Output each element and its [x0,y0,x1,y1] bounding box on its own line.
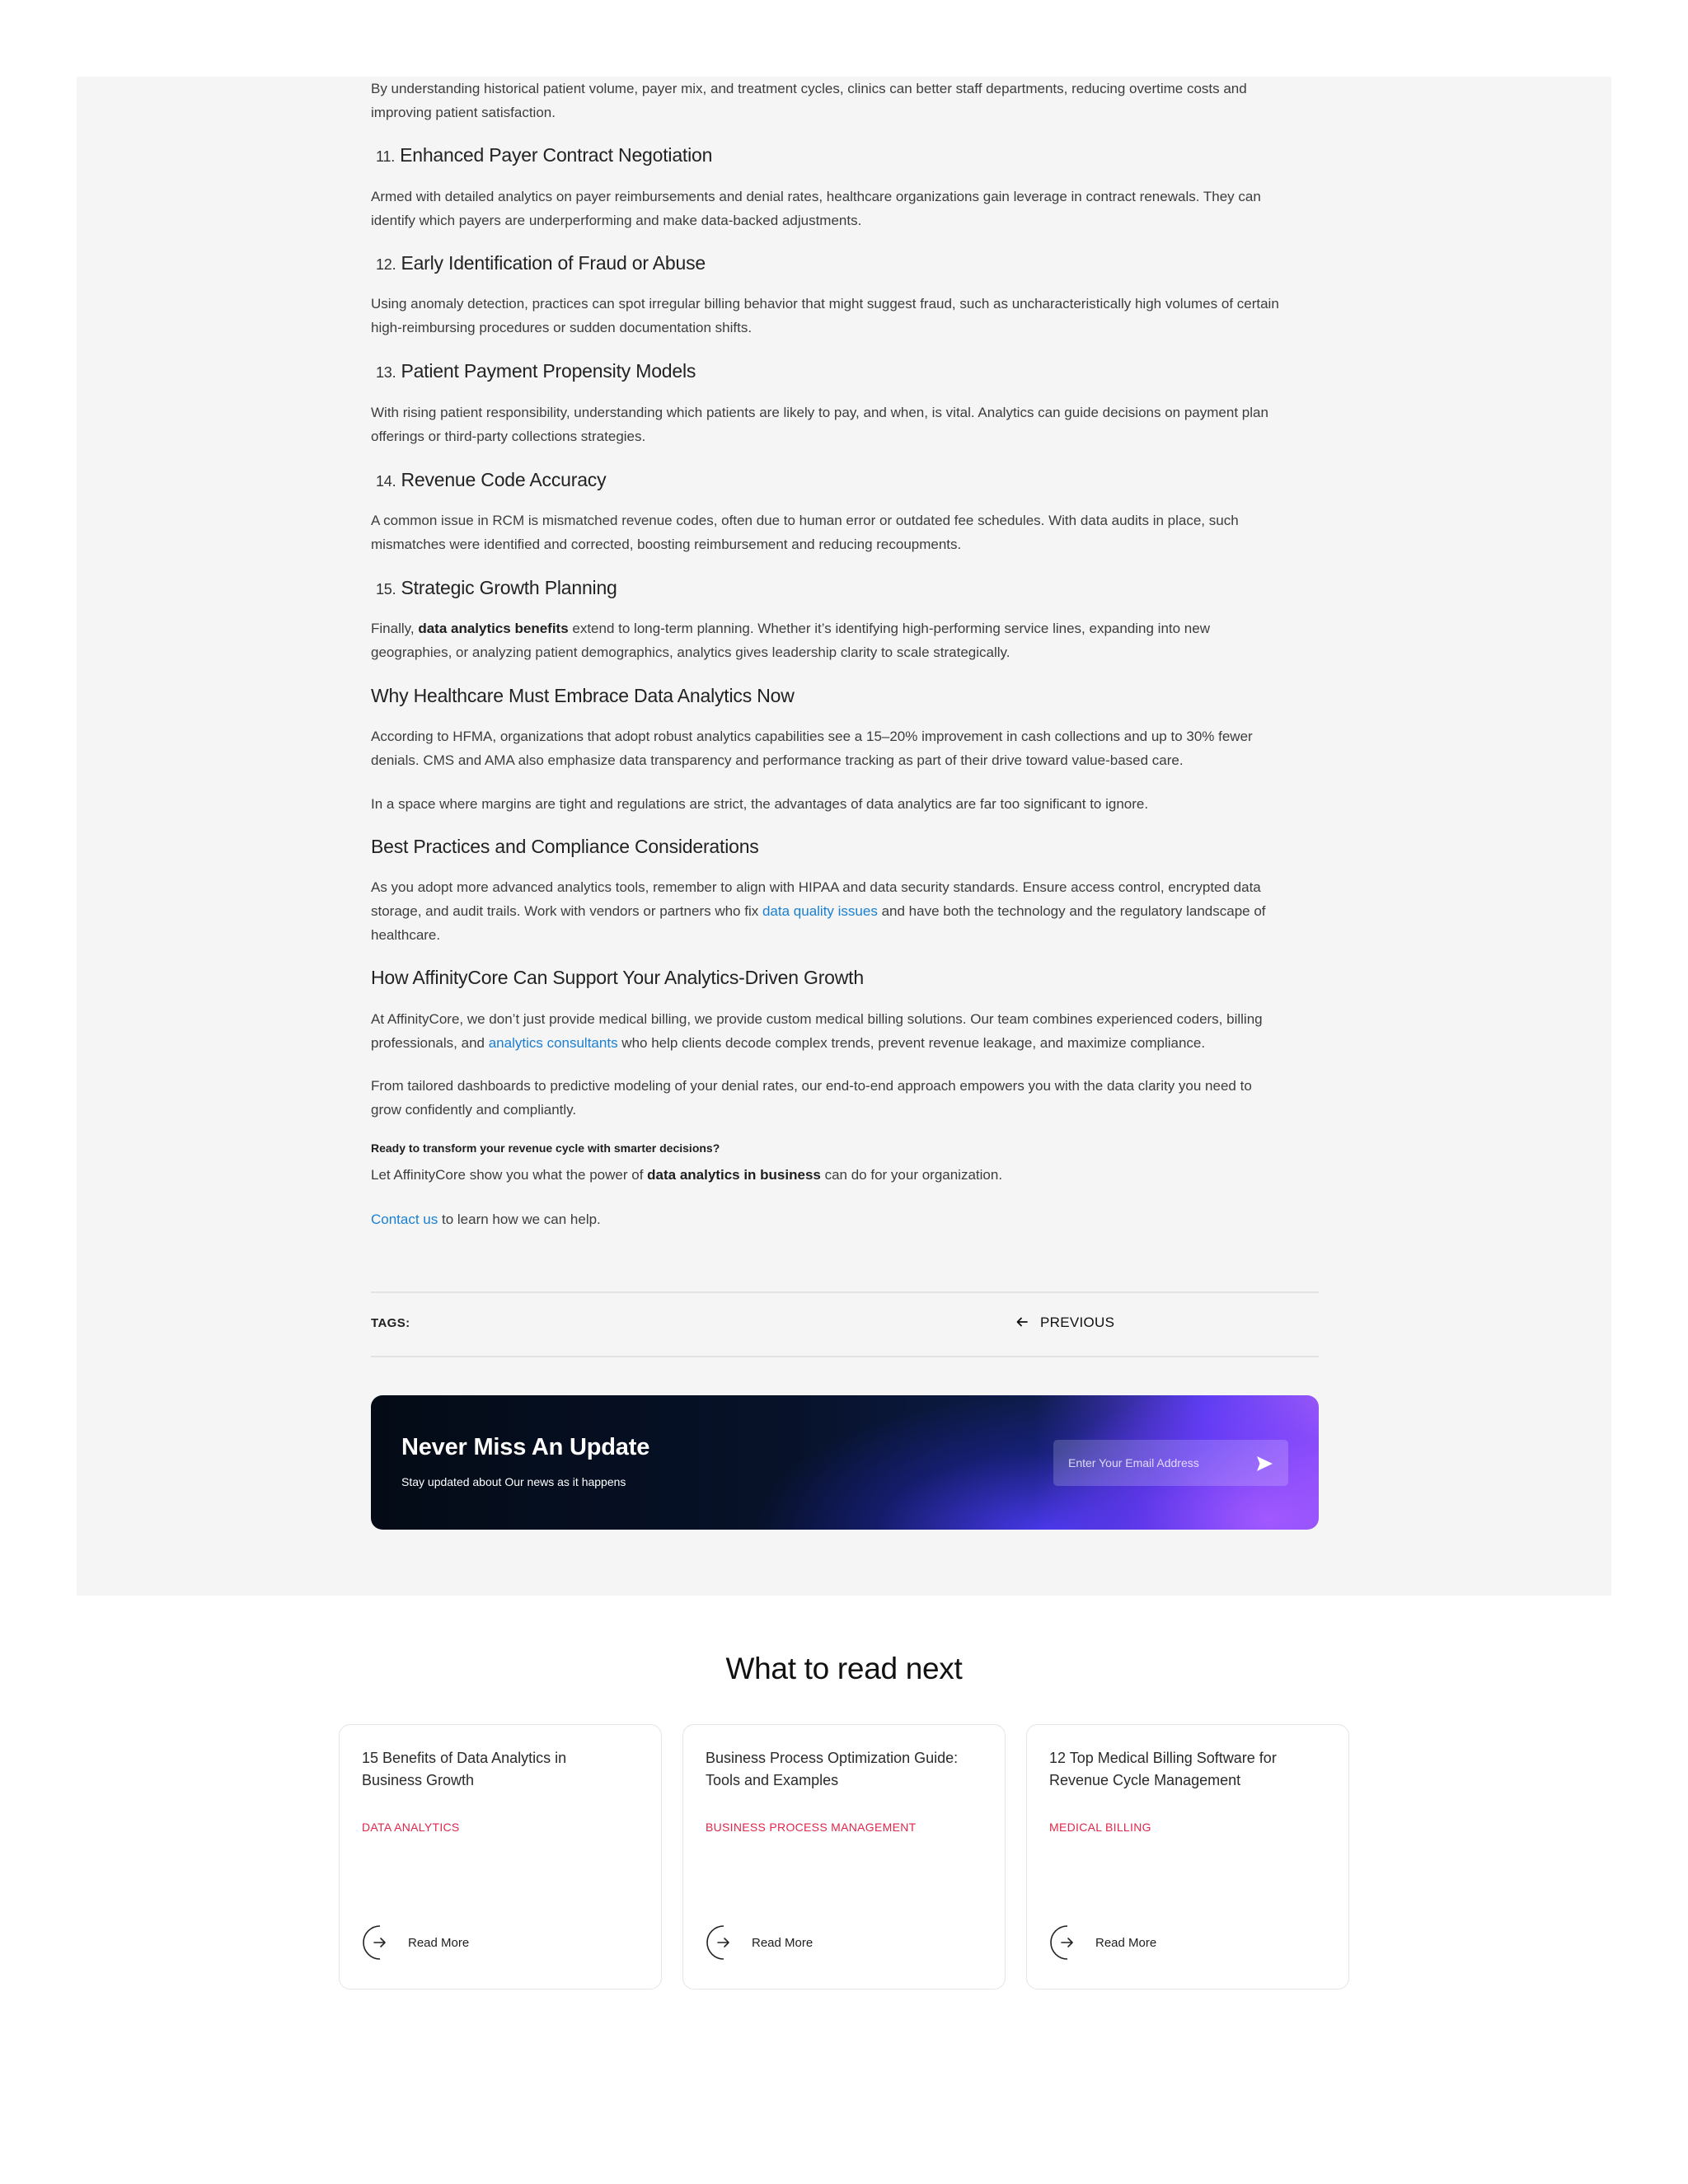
section-heading-14 [371,467,1319,494]
why-paragraph-2: In a space where margins are tight and regulations are strict, the advantages of data analytics are far too significant to ignore. [371,796,1149,812]
newsletter-email-input[interactable] [1053,1440,1288,1486]
card-category[interactable]: BUSINESS PROCESS MANAGEMENT [706,1821,917,1834]
section-number: 12. [376,256,396,273]
text-run: who help clients decode complex trends, prevent revenue leakage, and maximize compliance. [617,1035,1206,1051]
text-run: can do for your organization. [820,1167,1003,1183]
text-run: storage, and audit trails. Work with vendors or partners who fix [371,903,762,919]
section-paragraph-13 [371,401,1319,448]
section-paragraph-11 [371,185,1319,232]
paragraph-line: mismatches were identified and corrected, boosting reimbursement and reducing recoupments. [371,537,962,552]
arrow-left-icon [1015,1315,1029,1331]
paragraph-line: Armed with detailed analytics on payer reimbursements and denial rates, healthcare organizations gain leverage in contract renewals. They can [371,189,1261,204]
paragraph-line: geographies, or analyzing patient demographics, analytics gives leadership clarity to scale strategically. [371,644,1010,660]
cta-bold-line: Ready to transform your revenue cycle with smarter decisions? [371,1141,720,1155]
divider-bottom [371,1356,1319,1357]
read-next-card[interactable] [339,1724,662,1990]
arrow-right-circle-icon [1049,1924,1085,1961]
read-more-link[interactable] [362,1924,469,1961]
card-title[interactable]: Business Process Optimization Guide: Tools and Examples [706,1750,959,1788]
paragraph-line: high-reimbursing procedures or sudden documentation shifts. [371,320,753,335]
read-next-card[interactable] [1026,1724,1349,1990]
section-heading-12 [371,251,1319,277]
paragraph-line: According to HFMA, organizations that adopt robust analytics capabilities see a 15–20% improvement in cash collections and up to 30% fewer [371,729,1253,744]
paragraph-line: With rising patient responsibility, understanding which patients are likely to pay, and when, is vital. Analytics can guide decisions on payment plan [371,405,1268,420]
read-more-link[interactable] [706,1924,813,1961]
contact-paragraph [371,1207,1319,1231]
send-icon[interactable] [1255,1455,1273,1473]
cta-paragraph [371,1163,1319,1187]
card-category[interactable]: DATA ANALYTICS [362,1821,460,1834]
divider-top [371,1291,1319,1293]
section-number: 13. [376,364,396,381]
how-paragraph-1 [371,1007,1319,1055]
data-quality-issues-link[interactable]: data quality issues [762,903,878,919]
paragraph-line: grow confidently and compliantly. [371,1102,577,1118]
previous-label: PREVIOUS [1040,1315,1115,1330]
text-run: Finally, [371,621,419,636]
section-heading-13 [371,359,1319,385]
read-more-label: Read More [1095,1935,1157,1950]
best-practices-paragraph [371,875,1319,947]
section-title: Early Identification of Fraud or Abuse [401,252,706,274]
section-title: Revenue Code Accuracy [401,469,607,490]
tags-label: TAGS: [371,1316,410,1330]
intro-paragraph [371,77,1319,124]
paragraph-line: At AffinityCore, we don’t just provide medical billing, we provide custom medical billing solutions. Our team combines experienced coders, billing [371,1011,1263,1027]
section-paragraph-14 [371,509,1319,556]
section-heading-15 [371,575,1319,602]
bold-text: data analytics in business [647,1167,821,1183]
paragraph-line: offerings or third-party collections strategies. [371,429,646,444]
text-run: and have both the technology and the regulatory landscape of [877,903,1266,919]
card-category[interactable]: MEDICAL BILLING [1049,1821,1151,1834]
section-title: Patient Payment Propensity Models [401,360,696,382]
section-number: 15. [376,581,396,598]
section-number: 11. [376,148,396,165]
paragraph-line: identify which payers are underperforming and make data-backed adjustments. [371,213,862,228]
paragraph-line: healthcare. [371,927,441,943]
read-next-title: What to read next [725,1652,963,1685]
how-paragraph-2 [371,1074,1319,1122]
best-practices-heading: Best Practices and Compliance Considerations [371,836,759,857]
text-run: to learn how we can help. [438,1212,601,1227]
paragraph-line: Using anomaly detection, practices can spot irregular billing behavior that might suggest fraud, such as uncharacteristically high volumes of certain [371,296,1279,312]
paragraph-line [371,899,1319,923]
previous-post-link[interactable] [1015,1315,1114,1331]
how-heading: How AffinityCore Can Support Your Analytics-Driven Growth [371,967,864,988]
card-title[interactable]: 15 Benefits of Data Analytics in Business Growth [362,1750,567,1788]
why-heading: Why Healthcare Must Embrace Data Analytics Now [371,685,795,706]
paragraph-line: A common issue in RCM is mismatched revenue codes, often due to human error or outdated fee schedules. With data audits in place, such [371,513,1239,528]
read-more-label: Read More [752,1935,814,1950]
why-paragraph-1 [371,724,1319,772]
text-run: professionals, and [371,1035,489,1051]
email-placeholder: Enter Your Email Address [1068,1456,1199,1469]
newsletter-title: Never Miss An Update [401,1434,650,1460]
read-next-card[interactable] [682,1724,1006,1990]
card-title[interactable]: 12 Top Medical Billing Software for Revenue Cycle Management [1049,1750,1277,1788]
bold-text: data analytics benefits [418,621,569,636]
section-heading-11 [371,143,1319,169]
section-paragraph-15 [371,616,1319,664]
arrow-right-circle-icon [706,1924,742,1961]
contact-us-link[interactable]: Contact us [371,1212,438,1227]
section-title: Enhanced Payer Contract Negotiation [400,144,713,166]
paragraph-line [371,1031,1319,1055]
arrow-right-circle-icon [362,1924,398,1961]
read-more-link[interactable] [1049,1924,1156,1961]
section-paragraph-12 [371,292,1319,340]
paragraph-line: By understanding historical patient volume, payer mix, and treatment cycles, clinics can better staff departments, reducing overtime costs and [371,81,1247,96]
paragraph-line: As you adopt more advanced analytics tools, remember to align with HIPAA and data security standards. Ensure access control, encrypted data [371,879,1261,895]
analytics-consultants-link[interactable]: analytics consultants [488,1035,618,1051]
newsletter-banner [371,1395,1319,1530]
section-number: 14. [376,473,396,490]
paragraph-line: denials. CMS and AMA also emphasize data transparency and performance tracking as part of their drive toward value-based care. [371,752,1184,768]
read-more-label: Read More [408,1935,470,1950]
paragraph-line: improving patient satisfaction. [371,105,556,120]
section-title: Strategic Growth Planning [401,577,617,598]
text-run: Let AffinityCore show you what the power of [371,1167,648,1183]
paragraph-line [371,616,1319,640]
paragraph-line: From tailored dashboards to predictive modeling of your denial rates, our end-to-end approach empowers you with the data clarity you need to [371,1078,1252,1094]
text-run: extend to long-term planning. Whether it’s identifying high-performing service lines, expanding into new [568,621,1210,636]
newsletter-subtitle: Stay updated about Our news as it happens [401,1475,626,1488]
